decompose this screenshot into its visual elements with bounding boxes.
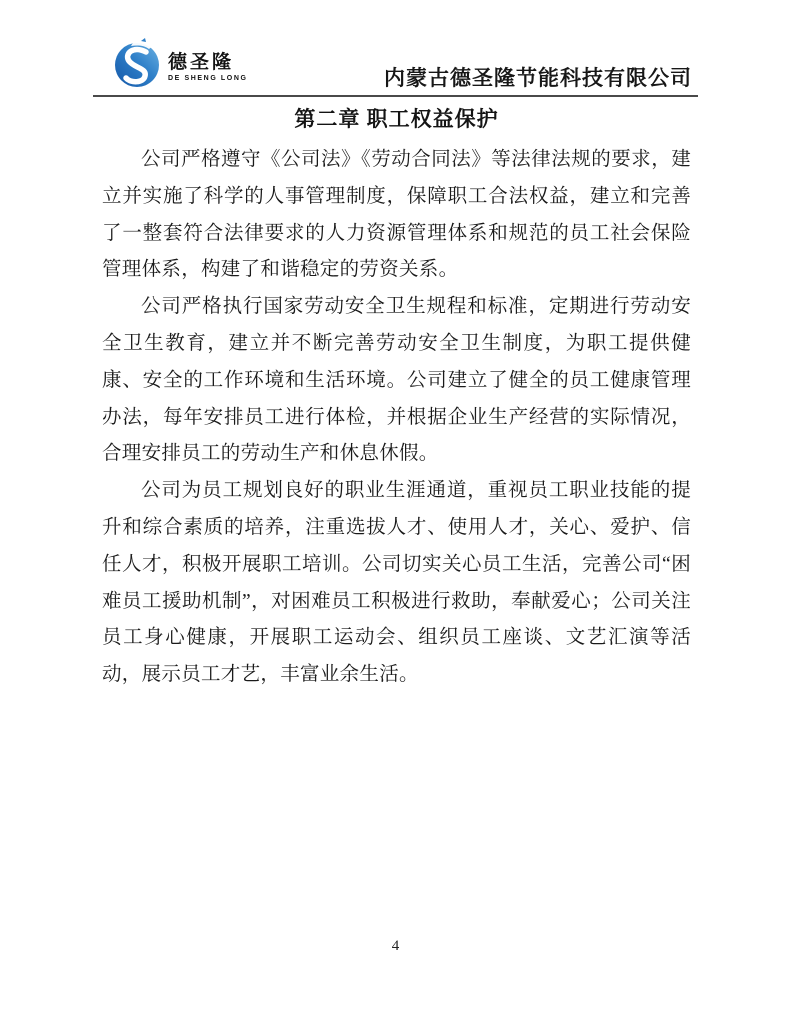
page-footer xyxy=(0,938,791,955)
document-body xyxy=(102,99,691,694)
company-logo xyxy=(111,37,248,89)
logo-en-text: DE SHENG LONG xyxy=(168,74,248,82)
company-name: 内蒙古德圣隆节能科技有限公司 xyxy=(384,66,692,90)
body-text xyxy=(102,142,691,694)
page-number: 4 xyxy=(391,938,400,954)
body-paragraph-3: 公司为员工规划良好的职业生涯通道，重视员工职业技能的提升和综合素质的培养，注重选拔人才、使用人才，关心、爱护、信任人才，积极开展职工培训。公司切实关心员工生活，完善公司“困难员工援助机制”，对困难员工积极进行救助，奉献爱心；公司关注员工身心健康，开展职工运动会、组织员工座谈、文艺汇演等活动，展示员工才艺，丰富业余生活。 xyxy=(102,480,691,686)
dragon-logo-icon xyxy=(111,37,163,89)
logo-text xyxy=(168,45,248,82)
body-paragraph-2: 公司严格执行国家劳动安全卫生规程和标准，定期进行劳动安全卫生教育，建立并不断完善劳动安全卫生制度，为职工提供健康、安全的工作环境和生活环境。公司建立了健全的员工健康管理办法，每年安排员工进行体检，并根据企业生产经营的实际情况，合理安排员工的劳动生产和休息休假。 xyxy=(102,296,691,465)
logo-cn-text: 德圣隆 xyxy=(168,51,235,73)
body-paragraph-1: 公司严格遵守《公司法》《劳动合同法》等法律法规的要求，建立并实施了科学的人事管理制度，保障职工合法权益，建立和完善了一整套符合法律要求的人力资源管理体系和规范的员工社会保险管理体系，构建了和谐稳定的劳资关系。 xyxy=(102,149,691,281)
chapter-title: 第二章 职工权益保护 xyxy=(294,107,499,131)
page-header xyxy=(93,0,698,97)
